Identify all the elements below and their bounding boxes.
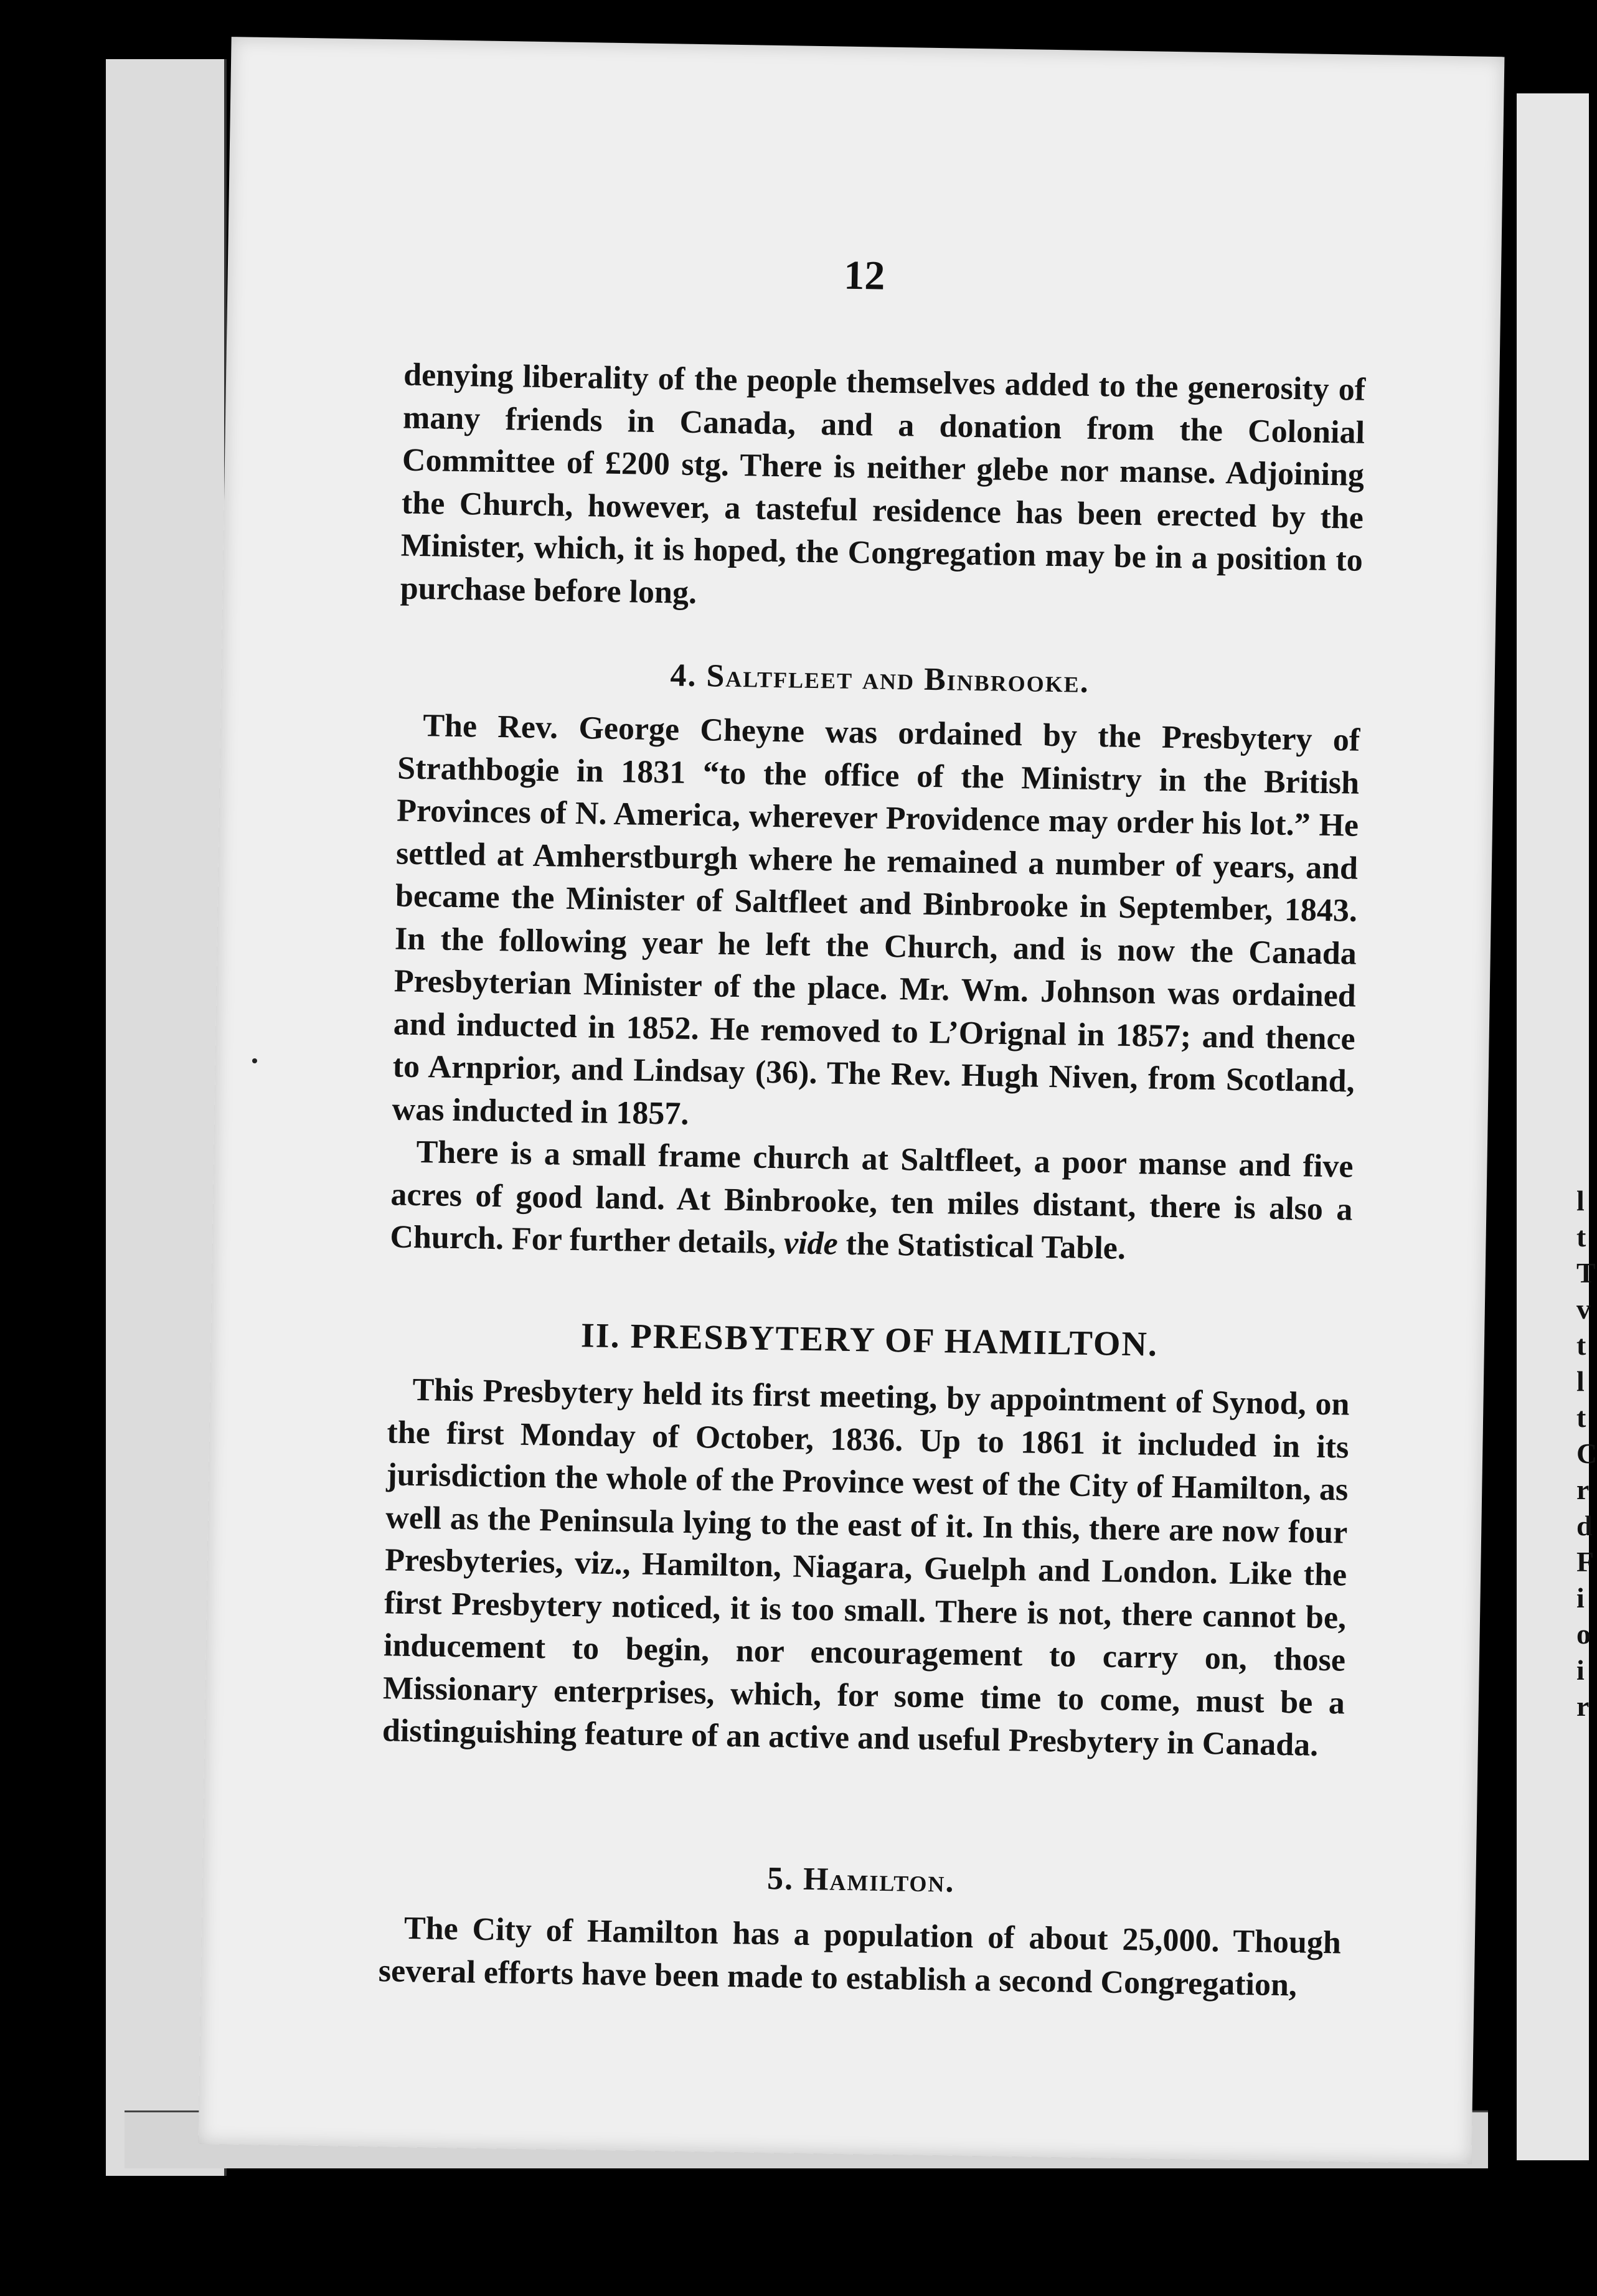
book-page [199, 37, 1505, 2164]
paragraph-continuation [400, 354, 1365, 625]
section-heading-hamilton: 5. Hamilton. [766, 1861, 956, 1899]
paragraph-text: The Rev. George Cheyne was ordained by the Presbytery of Strathbogie in 1831 “to the office of the Ministry in the British Provinces of N. America, wherever Providence may order his lot.” He settled at Amherstburgh where he remained a number of years, and became the Minister of Saltfleet and Binbrooke in September, 1843. In the following year he left the Church, and is now the Canada Presbyterian Minister of the place. Mr. Wm. Johnson was ordained and inducted in 1852. He removed to L’Orignal in 1857; and thence to Arnprior, and Lindsay (36). The Rev. Hugh Niven, from Scotland, was inducted in 1857. [392, 708, 1360, 1132]
section-heading-presbytery: II. PRESBYTERY OF HAMILTON. [580, 1316, 1159, 1364]
section-heading-saltfleet: 4. Saltfleet and Binbrooke. [670, 657, 1090, 700]
margin-mark [252, 1058, 257, 1063]
adjacent-page-letters: l t T v t l t C r d F i o i r [1576, 1185, 1597, 1722]
page-number: 12 [843, 252, 885, 299]
paragraph-text: The City of Hamilton has a population of about 25,000. Though several efforts have been made to establish a second Congregation, [378, 1910, 1342, 2003]
paragraph-hamilton [378, 1907, 1341, 2007]
paragraph-text: the Statistical Table. [846, 1226, 1126, 1266]
paragraph-cheyne [390, 704, 1360, 1274]
paragraph-saltfleet-church [390, 1131, 1354, 1274]
paragraph-text: This Presbytery held its first meeting, by appointment of Synod, on the first Monday of October, 1836. Up to 1861 it included in its jurisdiction the whole of the Province west of the City of Hamilton, as well as the Peninsula lying to the east of it. In this, there are now four Presbyteries, viz., Hamilton, Niagara, Guelph and London. Like the first Presbytery noticed, it is too small. There is not, there cannot be, inducement to begin, nor encouragement to carry on, those Missionary enterprises, which, for some time to come, must be a distinguishing feature of an active and useful Presbytery in Canada. [382, 1371, 1350, 1763]
italic-vide: vide [783, 1225, 839, 1262]
paragraph-text: denying liberality of the people themselves added to the generosity of many friends in Canada, and a donation from the Colonial Committee of £200 stg. There is neither glebe nor manse. Adjoining the Church, however, a tasteful residence has been erected by the Minister, which, it is hoped, the Congregation may be in a position to purchase before long. [400, 357, 1366, 611]
paragraph-text: There is a small frame church at Saltfleet, a poor manse and five acres of good land. At Binbrooke, ten miles distant, there is also a Church. For further details, [390, 1134, 1354, 1261]
adjacent-page [1517, 93, 1597, 2160]
paragraph-presbytery [382, 1368, 1349, 1767]
